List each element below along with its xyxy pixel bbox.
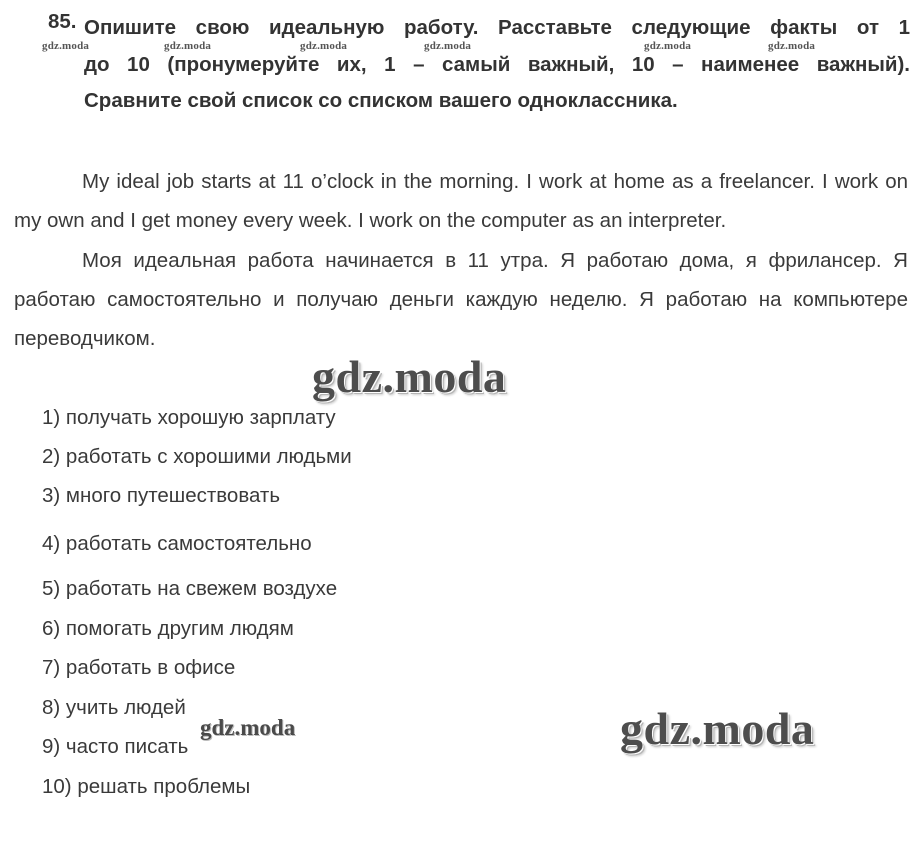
instruction-line-1: Опишите свою идеальную работу. Расставьте следующие факты от 1 (84, 16, 910, 39)
list-item: 8) учить людей (42, 696, 186, 719)
list-item: 6) помогать другим людям (42, 617, 294, 640)
list-item: 5) работать на свежем воздухе (42, 577, 338, 600)
watermark-small: gdz.moda (644, 40, 692, 52)
exercise-instruction (84, 10, 910, 120)
watermark-large: gdz.moda (620, 703, 815, 754)
list-item: 3) много путешествовать (42, 484, 281, 507)
instruction-line-3: Сравните свой список со списком вашего одноклассника. (84, 89, 678, 112)
watermark-large: gdz.moda (312, 351, 507, 402)
list-item: 4) работать самостоятельно (42, 532, 312, 555)
list-item: 2) работать с хорошими людьми (42, 445, 352, 468)
list-item: 7) работать в офисе (42, 656, 236, 679)
watermark-medium: gdz.moda (200, 715, 296, 740)
exercise-number: 85. (48, 10, 77, 33)
list-item: 1) получать хорошую зарплату (42, 406, 336, 429)
instruction-line-2: до 10 (пронумеруйте их, 1 – самый важный, 10 – наименее важный). (84, 52, 910, 76)
watermark-small: gdz.moda (424, 40, 472, 52)
answer-english-paragraph: My ideal job starts at 11 o’clock in the morning. I work at home as a freelancer. I work on my own and I get money every week. I work on the computer as an interpreter. (14, 170, 908, 232)
answer-russian-paragraph: Моя идеальная работа начинается в 11 утра. Я работаю дома, я фрилансер. Я работаю самостоятельно и получаю деньги каждую неделю. Я работаю на компьютере переводчиком. (14, 249, 908, 350)
list-item: 9) часто писать (42, 735, 189, 758)
watermark-small: gdz.moda (42, 40, 90, 52)
list-item: 10) решать проблемы (42, 775, 251, 798)
watermark-small: gdz.moda (768, 40, 816, 52)
watermark-small: gdz.moda (300, 40, 348, 52)
watermark-small: gdz.moda (164, 40, 212, 52)
